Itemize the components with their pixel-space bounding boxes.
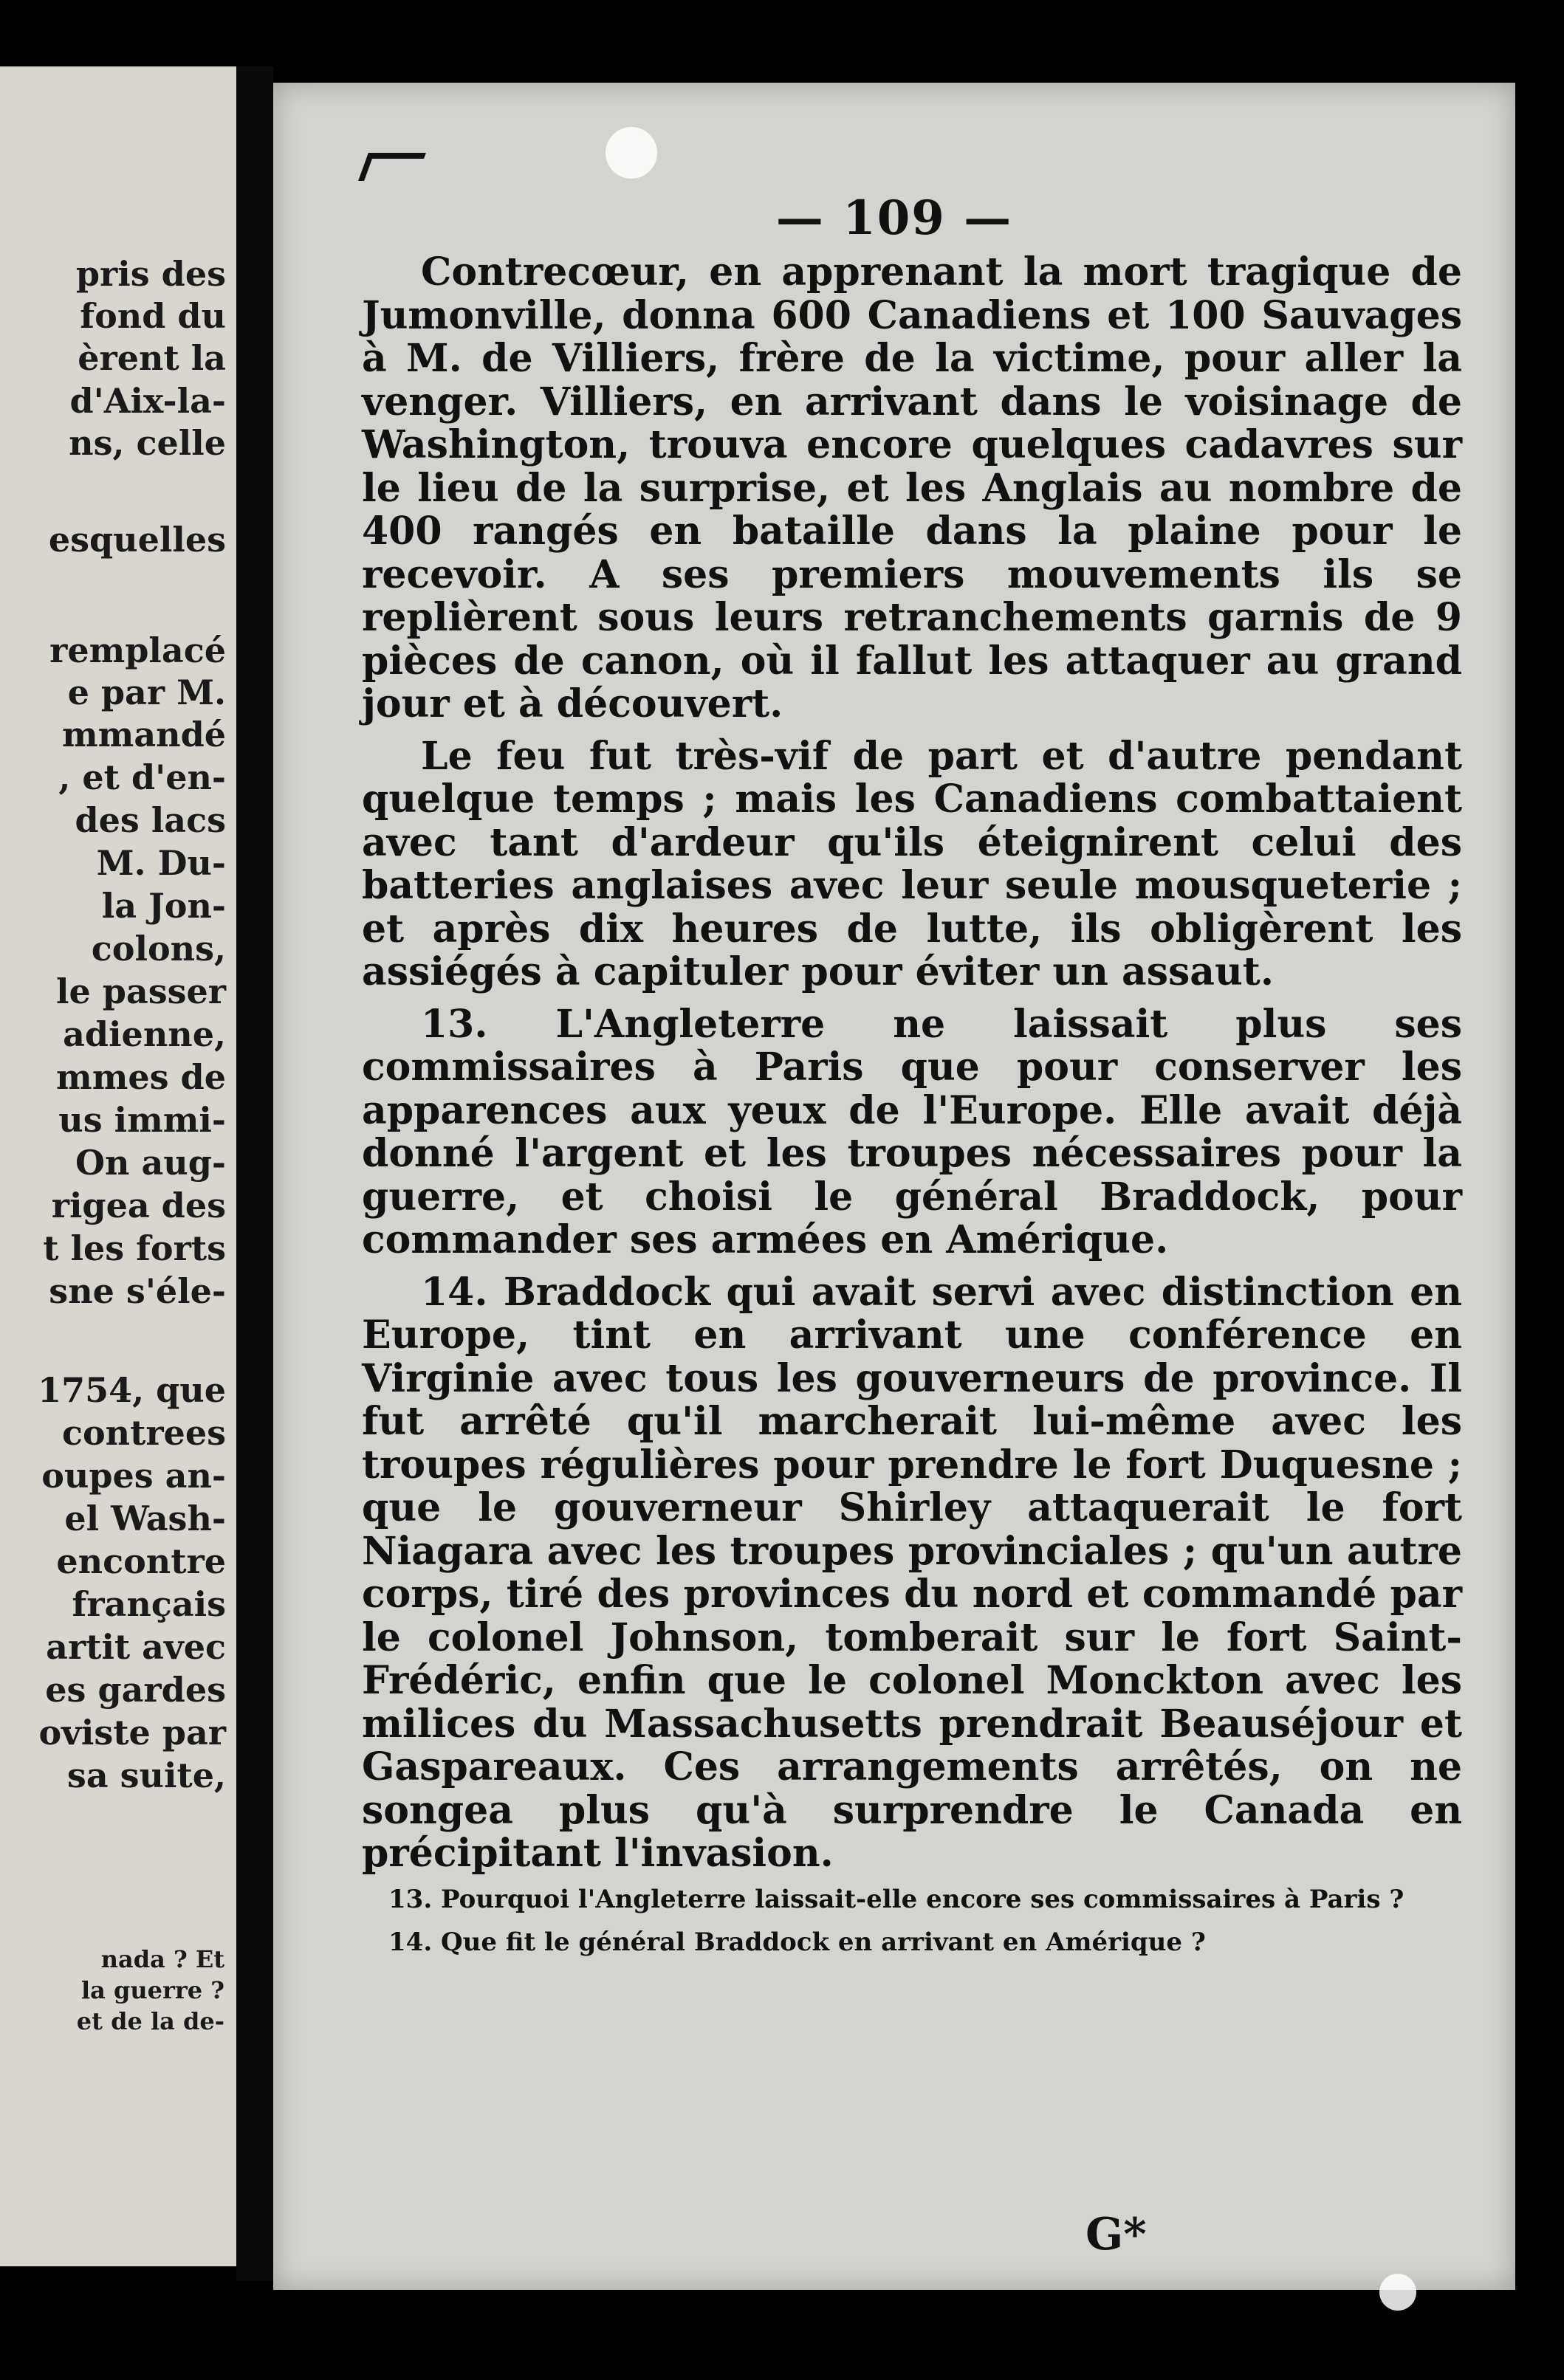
left-page-line: encontre [56, 1541, 226, 1581]
page-number: — 109 — [775, 190, 1013, 246]
footnotes [344, 1884, 1452, 1970]
paragraph-text: Braddock qui avait servi avec distinction en Europe, tint en arrivant une conférence en Virginie avec tous les gouverneurs de province. Il fut arrêté qu'il marcherait lui-même avec les troupes régulières pour prendre le fort Duquesne ; que le gouverneur Shirley attaquerait le fort Niagara avec les troupes provinciales ; qu'un autre corps, tiré des provinces du nord et commandé par le colonel Johnson, tomberait sur le fort Saint-Frédéric, enfin que le colonel Monckton avec les milices du Massachusetts prendrait Beauséjour et Gaspareaux. Ces arrangements arrêtés, on ne songea plus qu'à surprendre le Canada en précipitant l'invasion. [362, 1269, 1462, 1876]
left-page-line: el Wash- [64, 1499, 226, 1538]
left-page-line: français [72, 1584, 226, 1624]
corner-mark [358, 153, 426, 181]
left-page-line: us immi- [58, 1100, 226, 1140]
left-page-line: , et d'en- [58, 757, 226, 797]
signature-mark: G* [1085, 2209, 1147, 2260]
left-page-line: la Jon- [101, 886, 226, 926]
footnote-question: 14. Que fit le général Braddock en arrivant en Amérique ? [388, 1927, 1206, 1957]
left-page-line: fond du [80, 296, 226, 336]
body-text [362, 251, 1462, 1885]
left-page-line: es gardes [45, 1670, 226, 1710]
left-page-line: M. Du- [96, 843, 226, 883]
left-page-line: artit avec [46, 1627, 226, 1667]
left-page-line: remplacé [49, 630, 226, 670]
left-page-line: contrees [61, 1413, 226, 1453]
left-page-line: rigea des [51, 1186, 226, 1225]
paragraph-text: Le feu fut très-vif de part et d'autre pendant quelque temps ; mais les Canadiens combattaient avec tant d'ardeur qu'ils éteignirent celui des batteries anglaises avec leur seule mousqueterie ; et après dix heures de lutte, ils obligèrent les assiégés à capituler pour éviter un assaut. [362, 733, 1462, 994]
left-page-line: e par M. [67, 673, 226, 712]
left-page-line: des lacs [75, 800, 226, 840]
paragraph [362, 1003, 1462, 1262]
paragraph-text: Contrecœur, en apprenant la mort tragique de Jumonville, donna 600 Canadiens et 100 Sauvages à M. de Villiers, frère de la victime, pour aller la venger. Villiers, en arrivant dans le voisinage de Washington, trouva encore quelques cadavres sur le lieu de la surprise, et les Anglais au nombre de 400 rangés en bataille dans la plaine pour le recevoir. A ses premiers mouvements ils se replièrent sous leurs retranchements garnis de 9 pièces de canon, où il fallut les attaquer au grand jour et à découvert. [362, 250, 1462, 726]
left-page-line: esquelles [48, 520, 226, 560]
left-page-line: sne s'éle- [49, 1271, 226, 1311]
page-gutter [236, 66, 273, 2281]
left-page-line: colons, [91, 929, 226, 969]
left-page-fragment [0, 66, 236, 2266]
footnote-question: 13. Pourquoi l'Angleterre laissait-elle encore ses commissaires à Paris ? [388, 1885, 1404, 1914]
left-page-line: mmes de [56, 1057, 226, 1097]
left-page-line: On aug- [75, 1143, 226, 1183]
paragraph [362, 251, 1462, 726]
paper-speck [606, 127, 657, 179]
left-page-line: mmandé [61, 715, 226, 754]
left-page-line: d'Aix-la- [69, 381, 226, 421]
left-page-question: la guerre ? [81, 1976, 224, 2004]
left-page-line: le passer [55, 971, 226, 1011]
main-page [273, 83, 1515, 2290]
paper-speck [1379, 2274, 1416, 2311]
left-page-line: oviste par [38, 1713, 226, 1753]
left-page-line: èrent la [78, 338, 226, 378]
left-page-line: oupes an- [41, 1456, 226, 1496]
paragraph-number: 13. [421, 1001, 488, 1047]
left-page-line: 1754, que [38, 1370, 226, 1410]
paragraph [362, 735, 1462, 994]
paragraph-number: 14. [421, 1269, 488, 1315]
paragraph-text: L'Angleterre ne laissait plus ses commissaires à Paris que pour conserver les apparences aux yeux de l'Europe. Elle avait déjà donné l'argent et les troupes nécessaires pour la guerre, et choisi le général Braddock, pour commander ses armées en Amérique. [362, 1001, 1463, 1262]
left-page-line: ns, celle [69, 423, 226, 463]
left-page-question: nada ? Et [100, 1945, 224, 1973]
left-page-line: t les forts [43, 1228, 226, 1268]
left-page-line: sa suite, [66, 1755, 226, 1795]
paragraph [362, 1271, 1462, 1876]
left-page-line: pris des [75, 254, 226, 294]
left-page-line: adienne, [63, 1014, 226, 1054]
left-page-question: et de la de- [76, 2007, 224, 2035]
